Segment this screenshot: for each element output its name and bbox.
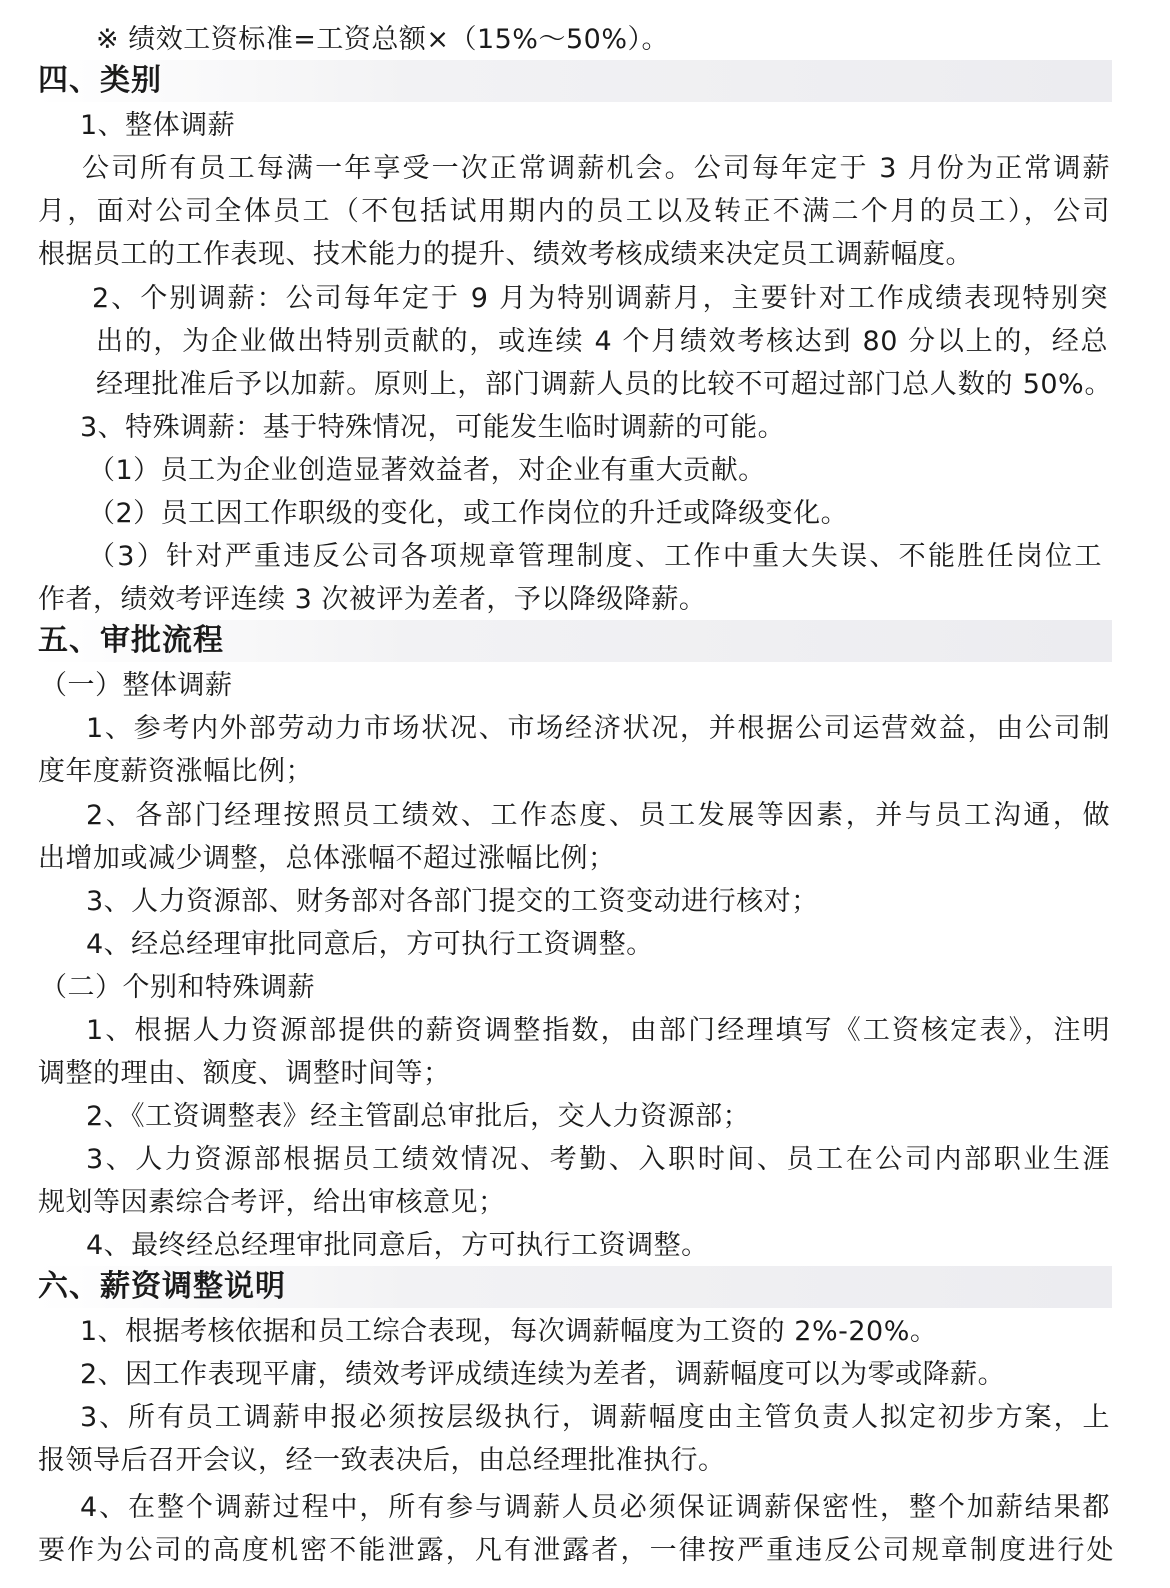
sec6-r3-line1: 3、所有员工调薪申报必须按层级执行，调薪幅度由主管负责人拟定初步方案，上	[80, 1402, 1110, 1433]
section-heading-6	[36, 1266, 1112, 1308]
sec4-item1-line3: 根据员工的工作表现、技术能力的提升、绩效考核成绩来决定员工调薪幅度。	[38, 239, 973, 270]
sec4-item2-line3: 经理批准后予以加薪。原则上，部门调薪人员的比较不可超过部门总人数的 50%。	[96, 369, 1112, 400]
sec5-p2-line1: 2、各部门经理按照员工绩效、工作态度、员工发展等因素，并与员工沟通，做	[86, 800, 1110, 831]
sec4-item1-line1: 公司所有员工每满一年享受一次正常调薪机会。公司每年定于 3 月份为正常调薪	[82, 153, 1110, 184]
sec5-p3: 3、人力资源部、财务部对各部门提交的工资变动进行核对；	[86, 886, 819, 917]
sec5-q1-line1: 1、根据人力资源部提供的薪资调整指数，由部门经理填写《工资核定表》，注明	[86, 1015, 1110, 1046]
sec4-item1-line2: 月，面对公司全体员工（不包括试用期内的员工以及转正不满二个月的员工），公司	[38, 196, 1110, 227]
sec5-q1-line2: 调整的理由、额度、调整时间等；	[38, 1058, 451, 1089]
sec5-q2: 2、《工资调整表》经主管副总审批后，交人力资源部；	[86, 1101, 751, 1132]
sec4-sub3-line1: （3）针对严重违反公司各项规章管理制度、工作中重大失误、不能胜任岗位工	[88, 541, 1102, 572]
sec4-sub1: （1）员工为企业创造显著效益者，对企业有重大贡献。	[88, 455, 766, 486]
sec5-q3-line2: 规划等因素综合考评，给出审核意见；	[38, 1187, 506, 1218]
section-heading-4-text: 四、类别	[38, 63, 162, 98]
sec6-r4-line2: 要作为公司的高度机密不能泄露，凡有泄露者，一律按严重违反公司规章制度进行处	[38, 1535, 1114, 1566]
sec4-item1-title: 1、整体调薪	[80, 110, 236, 141]
section-heading-4	[36, 60, 1112, 102]
sec6-r3-line2: 报领导后召开会议，经一致表决后，由总经理批准执行。	[38, 1445, 726, 1476]
sec5-q3-line1: 3、人力资源部根据员工绩效情况、考勤、入职时间、员工在公司内部职业生涯	[86, 1144, 1110, 1175]
sec5-part2-title: （二）个别和特殊调薪	[40, 972, 315, 1003]
sec5-p2-line2: 出增加或减少调整，总体涨幅不超过涨幅比例；	[38, 843, 616, 874]
sec4-sub2: （2）员工因工作职级的变化，或工作岗位的升迁或降级变化。	[88, 498, 849, 529]
sec4-item2-line1: 2、个别调薪：公司每年定于 9 月为特别调薪月，主要针对工作成绩表现特别突	[92, 283, 1108, 314]
sec5-p4: 4、经总经理审批同意后，方可执行工资调整。	[86, 929, 654, 960]
formula-line: ※ 绩效工资标准=工资总额×（15%～50%）。	[96, 24, 669, 55]
sec5-p1-line2: 度年度薪资涨幅比例；	[38, 756, 313, 787]
sec5-q4: 4、最终经总经理审批同意后，方可执行工资调整。	[86, 1230, 709, 1261]
sec6-r4-line1: 4、在整个调薪过程中，所有参与调薪人员必须保证调薪保密性，整个加薪结果都	[80, 1492, 1110, 1523]
sec6-r2: 2、因工作表现平庸，绩效考评成绩连续为差者，调薪幅度可以为零或降薪。	[80, 1359, 1006, 1390]
sec4-item3: 3、特殊调薪：基于特殊情况，可能发生临时调薪的可能。	[80, 412, 786, 443]
sec4-sub3-line2: 作者，绩效考评连续 3 次被评为差者，予以降级降薪。	[38, 584, 707, 615]
sec6-r1: 1、根据考核依据和员工综合表现，每次调薪幅度为工资的 2%-20%。	[80, 1316, 938, 1347]
sec4-item2-line2: 出的，为企业做出特别贡献的，或连续 4 个月绩效考核达到 80 分以上的，经总	[96, 326, 1108, 357]
section-heading-5	[36, 620, 1112, 662]
section-heading-6-text: 六、薪资调整说明	[38, 1269, 286, 1304]
sec5-part1-title: （一）整体调薪	[40, 670, 233, 701]
section-heading-5-text: 五、审批流程	[38, 623, 224, 658]
sec5-p1-line1: 1、参考内外部劳动力市场状况、市场经济状况，并根据公司运营效益，由公司制	[86, 713, 1110, 744]
